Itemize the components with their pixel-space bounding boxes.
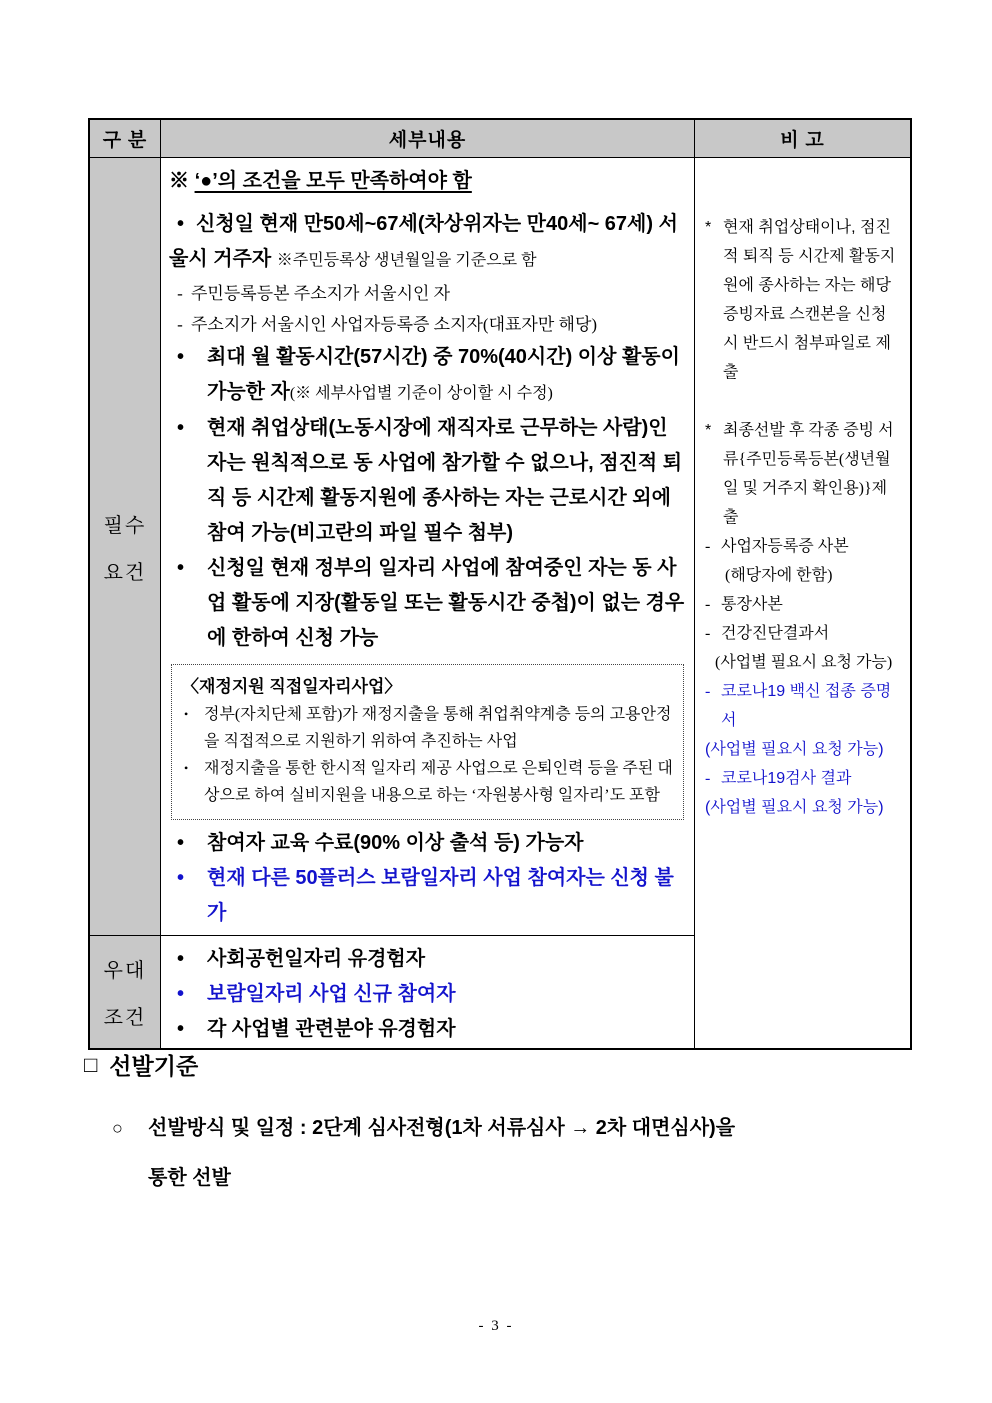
selection-criteria-section bbox=[84, 1048, 924, 1203]
requirement-sub-business: - 주소지가 서울시인 사업자등록증 소지자(대표자만 해당) bbox=[169, 309, 686, 340]
row-label-required-line1: 필수 bbox=[103, 514, 147, 537]
remark-bankbook-copy: - 통장사본 bbox=[705, 590, 902, 619]
table-header-details: 세부내용 bbox=[161, 120, 695, 158]
remark-business-registration: - 사업자등록증 사본 bbox=[705, 532, 902, 561]
bullet-icon: • bbox=[177, 832, 185, 854]
bullet-icon: • bbox=[177, 557, 185, 579]
infobox-bullet-1: • 정부(자치단체 포함)가 재정지출을 통해 취업취약계층 등의 고용안정을 직접적으로 지원하기 위하여 추진하는 사업 bbox=[182, 701, 673, 755]
remark-covid-vaccine-cert: - 코로나19 백신 접종 증명서 bbox=[705, 677, 902, 735]
requirement-sub-resident: - 주민등록등본 주소지가 서울시인 자 bbox=[169, 278, 686, 309]
requirement-age-residency: • 신청일 현재 만50세~67세(차상위자는 만40세~ 67세) 서울시 거주자 ※주민등록상 생년월일을 기준으로 함 bbox=[169, 213, 678, 270]
infobox-bullet-2: • 재정지출을 통한 한시적 일자리 제공 사업으로 은퇴인력 등을 주된 대상으로 하여 실비지원을 내용으로 하는 ‘자원봉사형 일자리’도 포함 bbox=[182, 755, 673, 809]
selection-method-text-line1: 선발방식 및 일정 : 2단계 심사전형(1차 서류심사 → 2차 대면심사)을 bbox=[148, 1117, 736, 1139]
preferred-item-social-contribution: • 사회공헌일자리 유경험자 bbox=[169, 942, 686, 977]
remark-employment-proof: * 현재 취업상태이나, 점진적 퇴직 등 시간제 활동지원에 종사하는 자는 해당 증빙자료 스캔본을 신청 시 반드시 첨부파일로 제출 bbox=[705, 213, 902, 387]
circle-bullet-icon: ○ bbox=[112, 1118, 123, 1138]
bullet-icon: • bbox=[177, 948, 185, 970]
required-details-cell bbox=[161, 158, 695, 936]
section-heading bbox=[84, 1048, 924, 1081]
all-conditions-note: ※ ‘●’의 조건을 모두 만족하여야 함 bbox=[169, 170, 472, 192]
bullet-icon: • bbox=[184, 707, 189, 721]
remark-business-registration-note: (해당자에 한함) bbox=[725, 567, 833, 584]
reference-mark-icon: ※ bbox=[169, 170, 189, 192]
table-header-remarks: 비 고 bbox=[695, 120, 910, 158]
asterisk-icon: * bbox=[705, 422, 712, 439]
per-project-note: (※ 세부사업별 기준이 상이할 시 수정) bbox=[289, 385, 553, 402]
dash-icon: - bbox=[705, 596, 711, 613]
row-label-required bbox=[90, 158, 161, 936]
bullet-icon: • bbox=[177, 1018, 185, 1040]
bullet-icon: • bbox=[177, 417, 185, 439]
remark-final-documents: * 최종선발 후 각종 증빙 서류{주민등록등본(생년월일 및 거주지 확인용)}제출 bbox=[705, 416, 902, 532]
dash-icon: - bbox=[177, 315, 183, 334]
row-label-preferred-line1: 우대 bbox=[103, 960, 147, 982]
preferred-item-new-participant: • 보람일자리 사업 신규 참여자 bbox=[169, 977, 686, 1012]
bullet-icon: • bbox=[177, 213, 185, 235]
asterisk-icon: * bbox=[705, 219, 712, 236]
bullet-icon: • bbox=[177, 867, 185, 889]
direct-job-program-infobox bbox=[171, 664, 684, 820]
requirement-employment-status: • 현재 취업상태(노동시장에 재직자로 근무하는 사람)인 자는 원칙적으로 동 사업에 참가할 수 없으나, 점진적 퇴직 등 시간제 활동지원에 종사하는 자는 근로시간 외에 참여 가능(비고란의 파일 필수 첨부) bbox=[169, 411, 686, 551]
remarks-cell bbox=[695, 158, 910, 1048]
square-bullet-icon: □ bbox=[84, 1051, 98, 1077]
remark-covid-test-result: - 코로나19검사 결과 bbox=[705, 764, 902, 793]
dash-icon: - bbox=[705, 683, 711, 700]
remark-health-checkup: - 건강진단결과서 bbox=[705, 619, 902, 648]
birthdate-basis-note: ※주민등록상 생년월일을 기준으로 함 bbox=[276, 252, 537, 269]
preferred-details-cell bbox=[161, 936, 695, 1048]
requirement-gov-job-overlap: • 신청일 현재 정부의 일자리 사업에 참여중인 자는 동 사업 활동에 지장(활동일 또는 활동시간 중첩)이 없는 경우에 한하여 신청 가능 bbox=[169, 551, 686, 656]
bullet-icon: • bbox=[177, 983, 185, 1005]
row-label-preferred bbox=[90, 936, 161, 1048]
dash-icon: - bbox=[705, 770, 711, 787]
row-label-preferred-line2: 조건 bbox=[103, 1007, 147, 1029]
dash-icon: - bbox=[177, 284, 183, 303]
requirement-no-duplicate-participation: • 현재 다른 50플러스 보람일자리 사업 참여자는 신청 불가 bbox=[169, 861, 686, 931]
selection-method-line bbox=[84, 1103, 924, 1203]
bullet-icon: • bbox=[184, 761, 189, 775]
remark-covid-test-note: (사업별 필요시 요청 가능) bbox=[705, 799, 884, 816]
remark-covid-vaccine-note: (사업별 필요시 요청 가능) bbox=[705, 741, 884, 758]
infobox-title: 〈재정지원 직접일자리사업〉 bbox=[182, 677, 402, 696]
table-header-category: 구 분 bbox=[90, 120, 161, 158]
bullet-icon: • bbox=[177, 346, 185, 368]
dash-icon: - bbox=[705, 538, 711, 555]
page-number: - 3 - bbox=[478, 1318, 514, 1334]
requirement-activity-hours: • 최대 월 활동시간(57시간) 중 70%(40시간) 이상 활동이 가능한 자(※ 세부사업별 기준이 상이할 시 수정) bbox=[169, 340, 686, 411]
dash-icon: - bbox=[705, 625, 711, 642]
preferred-item-related-field: • 각 사업별 관련분야 유경험자 bbox=[169, 1012, 686, 1047]
requirement-education-completion: • 참여자 교육 수료(90% 이상 출석 등) 가능자 bbox=[169, 826, 686, 861]
remark-health-checkup-note: (사업별 필요시 요청 가능) bbox=[715, 654, 893, 671]
selection-method-text-line2: 통한 선발 bbox=[148, 1167, 231, 1189]
section-heading-text: 선발기준 bbox=[109, 1053, 199, 1079]
row-label-required-line2: 요건 bbox=[103, 561, 147, 584]
eligibility-table bbox=[88, 118, 912, 1050]
